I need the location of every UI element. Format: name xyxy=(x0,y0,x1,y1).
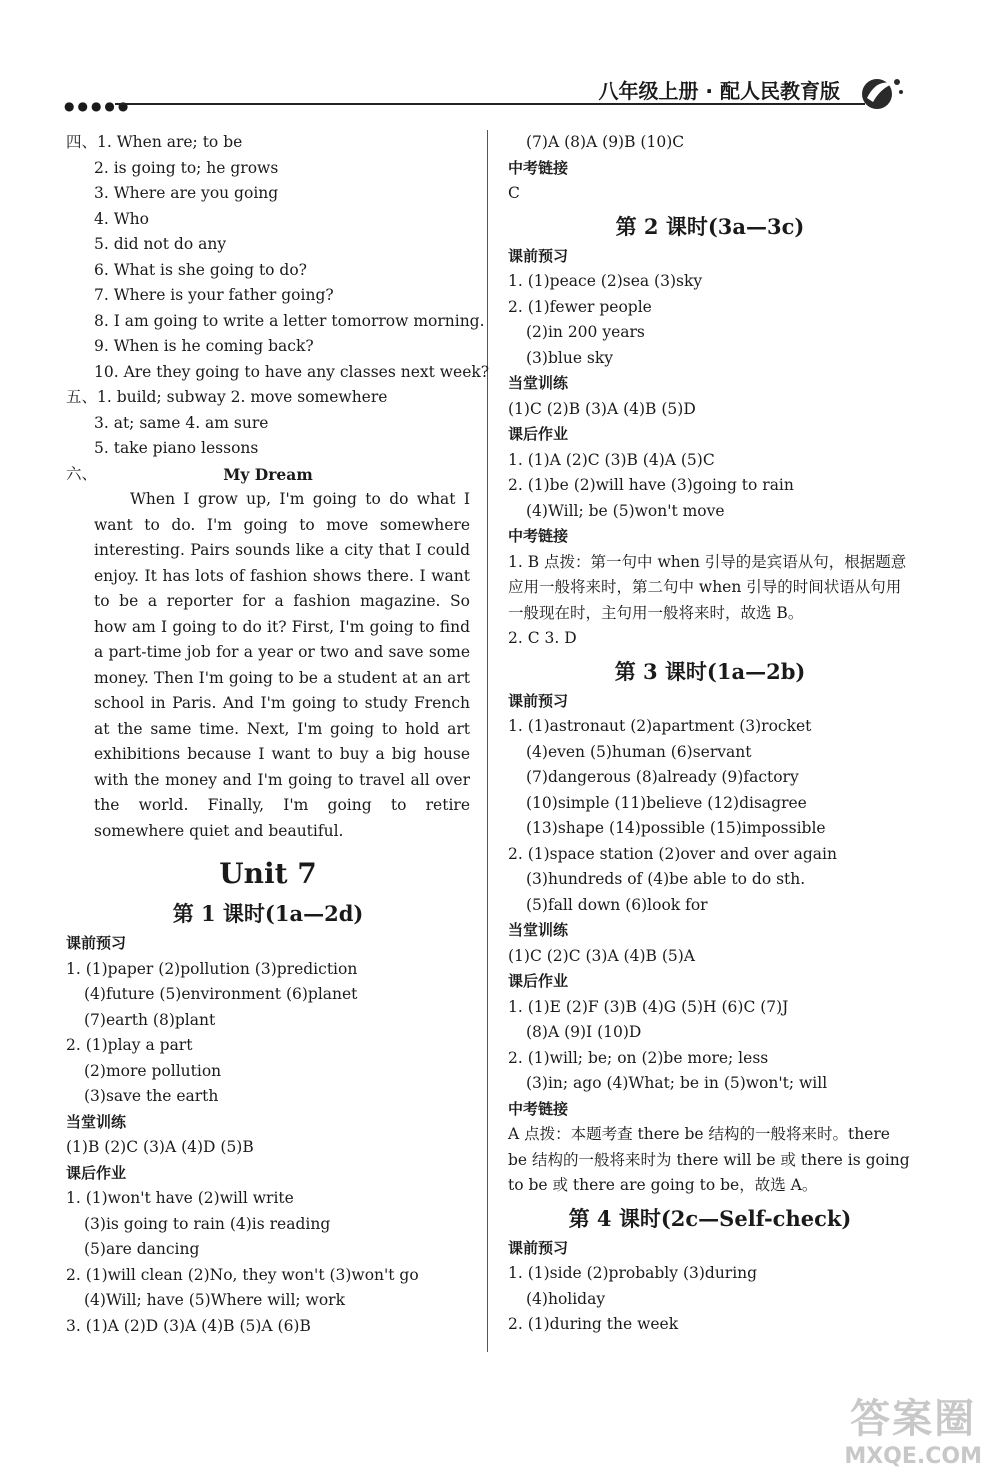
answer-line: (10)simple (11)believe (12)disagree xyxy=(526,793,807,812)
answer-line: 1. (1)peace (2)sea (3)sky xyxy=(508,272,703,290)
answer-line: 2. (1)be (2)will have (3)going to rain xyxy=(508,476,794,494)
practice-heading: 当堂训练 xyxy=(508,374,569,392)
answer-line: (5)fall down (6)look for xyxy=(526,895,708,914)
homework-heading: 课后作业 xyxy=(66,1163,127,1182)
exam-heading: 中考链接 xyxy=(508,158,569,177)
essay-body xyxy=(66,487,470,844)
leaf-logo-icon xyxy=(859,72,905,112)
section-5 xyxy=(66,385,470,462)
answer-line: (13)shape (14)possible (15)impossible xyxy=(526,819,826,837)
answer-line: 2. (1)play a part xyxy=(66,1036,193,1054)
answer-line: 3. (1)A (2)D (3)A (4)B (5)A (6)B xyxy=(66,1316,311,1335)
answer-line: (3)is going to rain (4)is reading xyxy=(84,1214,331,1233)
exam-note: A 点拨：本题考查 there be 结构的一般将来时。there be 结构的一般将来时为 there will be 或 there is going to be 或 there are going to be，故选 A。 xyxy=(508,1125,910,1194)
answer-line: (7)A (8)A (9)B (10)C xyxy=(526,133,685,151)
answer-line: 1. (1)A (2)C (3)B (4)A (5)C xyxy=(508,450,715,469)
unit-title: Unit 7 xyxy=(219,857,317,890)
answer-line: 3. at; same 4. am sure xyxy=(94,413,269,432)
header-title: 八年级上册 · 配人民教育版 xyxy=(598,79,840,103)
answer-line: (7)earth (8)plant xyxy=(84,1010,216,1029)
section-label: 五、 xyxy=(66,388,98,406)
answer-line: C xyxy=(508,184,520,202)
essay-title: My Dream xyxy=(223,464,313,484)
answer-line: 2. is going to; he grows xyxy=(94,158,279,177)
answer-line: 5. did not do any xyxy=(94,235,227,253)
preview-heading: 课前预习 xyxy=(508,1238,569,1257)
answer-line: (1)C (2)B (3)A (4)B (5)D xyxy=(508,399,696,418)
section-6 xyxy=(66,462,470,845)
answer-line: 2. (1)will; be; on (2)be more; less xyxy=(508,1048,769,1067)
essay-text: When I grow up, I'm going to do what I want to do. I'm going to move somewhere interesting. Pairs sounds like a city that I could enjoy. It has lots of fashion shows there. I want to be a reporter for a fashion magazine. So how am I going to do it? First, I'm going to find a part-time job for a year or two and save some money. Then I'm going to be a student at an art school in Paris. And I'm going to study French at the same time. Next, I'm going to hold art exhibitions because I want to buy a big house with the money and I'm going to travel all over the world. Finally, I'm going to retire somewhere quiet and beautiful. xyxy=(94,490,470,840)
answer-line: 5. take piano lessons xyxy=(94,439,259,457)
answer-line: (1)C (2)C (3)A (4)B (5)A xyxy=(508,946,695,965)
answer-line: (1)B (2)C (3)A (4)D (5)B xyxy=(66,1138,254,1156)
lesson-title: 第 4 课时(2c—Self-check) xyxy=(568,1205,852,1231)
answer-line: 1. (1)side (2)probably (3)during xyxy=(508,1264,758,1282)
answer-line: 2. (1)fewer people xyxy=(508,297,652,316)
answer-line: (3)blue sky xyxy=(526,348,614,367)
answer-line: 7. Where is your father going? xyxy=(94,286,334,304)
answer-line: (2)in 200 years xyxy=(526,323,645,341)
homework-heading: 课后作业 xyxy=(508,972,569,990)
answer-line: (5)are dancing xyxy=(84,1240,200,1258)
homework-heading: 课后作业 xyxy=(508,425,569,443)
answer-line: (3)save the earth xyxy=(84,1087,219,1105)
answer-line: 4. Who xyxy=(94,209,149,228)
lesson-title: 第 1 课时(1a—2d) xyxy=(172,901,364,926)
column-divider xyxy=(487,130,488,1352)
section-label: 四、 xyxy=(66,133,98,151)
preview-heading: 课前预习 xyxy=(66,934,127,952)
answer-line: (3)hundreds of (4)be able to do sth. xyxy=(526,870,806,888)
answer-line: (4)holiday xyxy=(526,1289,606,1308)
lesson-title: 第 3 课时(1a—2b) xyxy=(614,658,806,684)
exam-note: 1. B 点拨：第一句中 when 引导的是宾语从句，根据题意应用一般将来时，第二句中 when 引导的时间状语从句用一般现在时，主句用一般将来时，故选 B。 xyxy=(508,552,907,622)
answer-line: 8. I am going to write a letter tomorrow morning. xyxy=(94,311,485,330)
section-4 xyxy=(66,130,490,385)
answer-line: 1. (1)astronaut (2)apartment (3)rocket xyxy=(508,717,812,735)
watermark xyxy=(844,1387,982,1469)
right-column xyxy=(508,130,912,1338)
practice-heading: 当堂训练 xyxy=(508,921,569,939)
answer-line: (2)more pollution xyxy=(84,1061,222,1080)
answer-line: 1. (1)E (2)F (3)B (4)G (5)H (6)C (7)J xyxy=(508,997,789,1016)
answer-line: 3. Where are you going xyxy=(94,184,279,202)
answer-line: (3)in; ago (4)What; be in (5)won't; will xyxy=(526,1074,828,1092)
answer-line: 2. (1)space station (2)over and over again xyxy=(508,844,837,863)
header-dots: ●●●●● xyxy=(64,99,132,113)
answer-line: (4)Will; have (5)Where will; work xyxy=(84,1291,345,1309)
answer-line: (7)dangerous (8)already (9)factory xyxy=(526,768,799,786)
answer-line: 2. (1)during the week xyxy=(508,1315,679,1333)
answer-line: 9. When is he coming back? xyxy=(94,337,314,355)
lesson-title: 第 2 课时(3a—3c) xyxy=(615,213,805,239)
answer-line: (4)Will; be (5)won't move xyxy=(526,501,725,520)
preview-heading: 课前预习 xyxy=(508,691,569,710)
exam-heading: 中考链接 xyxy=(508,527,569,545)
preview-heading: 课前预习 xyxy=(508,246,569,265)
exam-heading: 中考链接 xyxy=(508,1099,569,1118)
watermark-logo-text: 答案圈 xyxy=(850,1396,977,1442)
watermark-domain: MXQE.COM xyxy=(844,1444,982,1469)
answer-line: 2. (1)will clean (2)No, they won't (3)won't go xyxy=(66,1265,419,1284)
answer-line: 1. (1)paper (2)pollution (3)prediction xyxy=(66,959,358,978)
answer-line: 1. When are; to be xyxy=(97,133,243,151)
answer-line: (4)even (5)human (6)servant xyxy=(526,742,752,761)
left-column xyxy=(66,130,490,1339)
answer-line: (4)future (5)environment (6)planet xyxy=(84,985,358,1003)
answer-line: 2. C 3. D xyxy=(508,629,577,647)
answer-line: 10. Are they going to have any classes next week? xyxy=(94,362,490,381)
answer-line: (8)A (9)I (10)D xyxy=(526,1023,642,1041)
practice-heading: 当堂训练 xyxy=(66,1112,127,1131)
answer-line: 1. (1)won't have (2)will write xyxy=(66,1189,294,1207)
section-label: 六、 xyxy=(66,464,98,483)
answer-line: 1. build; subway 2. move somewhere xyxy=(97,388,388,406)
answer-line: 6. What is she going to do? xyxy=(94,260,307,279)
